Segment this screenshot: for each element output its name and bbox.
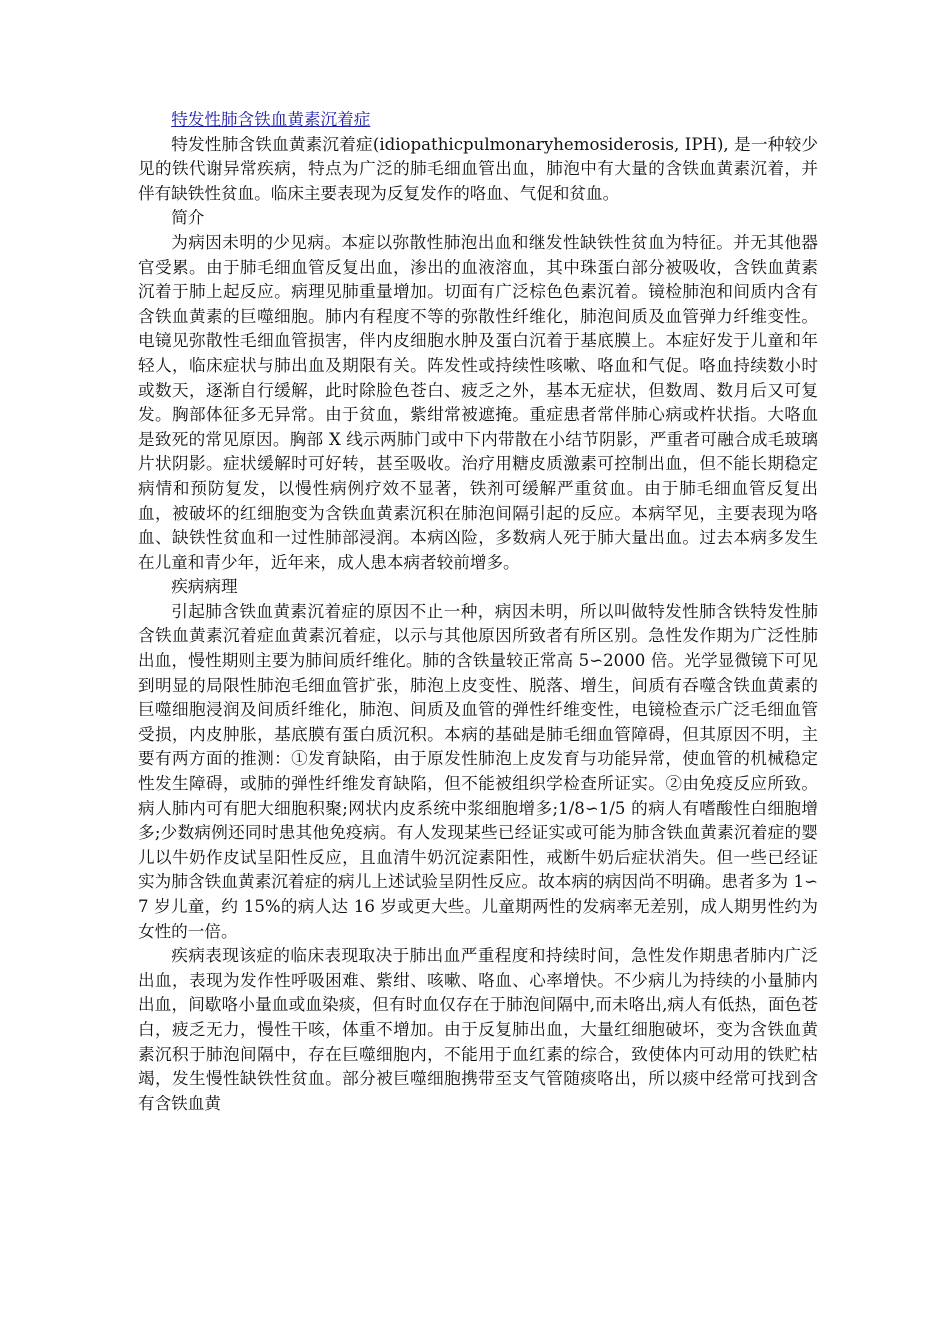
intro-paragraph: 特发性肺含铁血黄素沉着症(idiopathicpulmonaryhemosiderosis, IPH), 是一种较少见的铁代谢异常疾病，特点为广泛的肺毛细血管出血，肺泡中有大量的含铁血黄素沉着，并伴有缺铁性贫血。临床主要表现为反复发作的咯血、气促和贫血。: [138, 134, 818, 203]
section-heading-pathology: 疾病病理: [171, 577, 238, 597]
intro-section-paragraph: 为病因未明的少见病。本症以弥散性肺泡出血和继发性缺铁性贫血为特征。并无其他器官受累。由于肺毛细血管反复出血，渗出的血液溶血，其中珠蛋白部分被吸收，含铁血黄素沉着于肺上起反应。病理见肺重量增加。切面有广泛棕色色素沉着。镜检肺泡和间质内含有含铁血黄素的巨噬细胞。肺内有程度不等的弥散性纤维化，肺泡间质及血管弹力纤维变性。电镜见弥散性毛细血管损害，伴内皮细胞水肿及蛋白沉着于基底膜上。本症好发于儿童和年轻人，临床症状与肺出血及期限有关。阵发性或持续性咳嗽、咯血和气促。咯血持续数小时或数天，逐渐自行缓解，此时除脸色苍白、疲乏之外，基本无症状，但数周、数月后又可复发。胸部体征多无异常。由于贫血，紫绀常被遮掩。重症患者常伴肺心病或杵状指。大咯血是致死的常见原因。胸部 X 线示两肺门或中下内带散在小结节阴影，严重者可融合成毛玻璃片状阴影。症状缓解时可好转，甚至吸收。治疗用糖皮质激素可控制出血，但不能长期稳定病情和预防复发，以慢性病例疗效不显著，铁剂可缓解严重贫血。由于肺毛细血管反复出血，被破坏的红细胞变为含铁血黄素沉积在肺泡间隔引起的反应。本病罕见，主要表现为咯血、缺铁性贫血和一过性肺部浸润。本病凶险，多数病人死于肺大量出血。过去本病多发生在儿童和青少年，近年来，成人患本病者较前增多。: [138, 232, 818, 572]
document-page: [138, 108, 818, 1116]
section-heading-intro: 简介: [171, 208, 205, 228]
title-link[interactable]: 特发性肺含铁血黄素沉着症: [171, 110, 371, 129]
symptoms-paragraph: 疾病表现该症的临床表现取决于肺出血严重程度和持续时间，急性发作期患者肺内广泛出血，表现为发作性呼吸困难、紫绀、咳嗽、咯血、心率增快。不少病儿为持续的小量肺内出血，间歇咯小量血或血染痰，但有时血仅存在于肺泡间隔中,而未咯出,病人有低热，面色苍白，疲乏无力，慢性干咳，体重不增加。由于反复肺出血，大量红细胞破坏，变为含铁血黄素沉积于肺泡间隔中，存在巨噬细胞内，不能用于血红素的综合，致使体内可动用的铁贮枯竭，发生慢性缺铁性贫血。部分被巨噬细胞携带至支气管随痰咯出，所以痰中经常可找到含有含铁血黄: [138, 946, 818, 1113]
pathology-paragraph: 引起肺含铁血黄素沉着症的原因不止一种，病因未明，所以叫做特发性肺含铁特发性肺含铁血黄素沉着症血黄素沉着症，以示与其他原因所致者有所区别。急性发作期为广泛性肺出血，慢性期则主要为肺间质纤维化。肺的含铁量较正常高 5∽2000 倍。光学显微镜下可见到明显的局限性肺泡毛细血管扩张，肺泡上皮变性、脱落、增生，间质有吞噬含铁血黄素的巨噬细胞浸润及间质纤维化，肺泡、间质及血管的弹性纤维变性，电镜检查示广泛毛细血管受损，内皮肿胀，基底膜有蛋白质沉积。本病的基础是肺毛细血管障碍，但其原因不明，主要有两方面的推测：①发育缺陷，由于原发性肺泡上皮发育与功能异常，使血管的机械稳定性发生障碍，或肺的弹性纤维发育缺陷，但不能被组织学检查所证实。②由免疫反应所致。病人肺内可有肥大细胞积聚;网状内皮系统中浆细胞增多;1/8∽1/5 的病人有嗜酸性白细胞增多;少数病例还同时患其他免疫病。有人发现某些已经证实或可能为肺含铁血黄素沉着症的婴儿以牛奶作皮试呈阳性反应，且血清牛奶沉淀素阳性，戒断牛奶后症状消失。但一些已经证实为肺含铁血黄素沉着症的病儿上述试验呈阴性反应。故本病的病因尚不明确。患者多为 1∽7 岁儿童，约 15%的病人达 16 岁或更大些。儿童期两性的发病率无差别，成人期男性约为女性的一倍。: [138, 601, 818, 941]
